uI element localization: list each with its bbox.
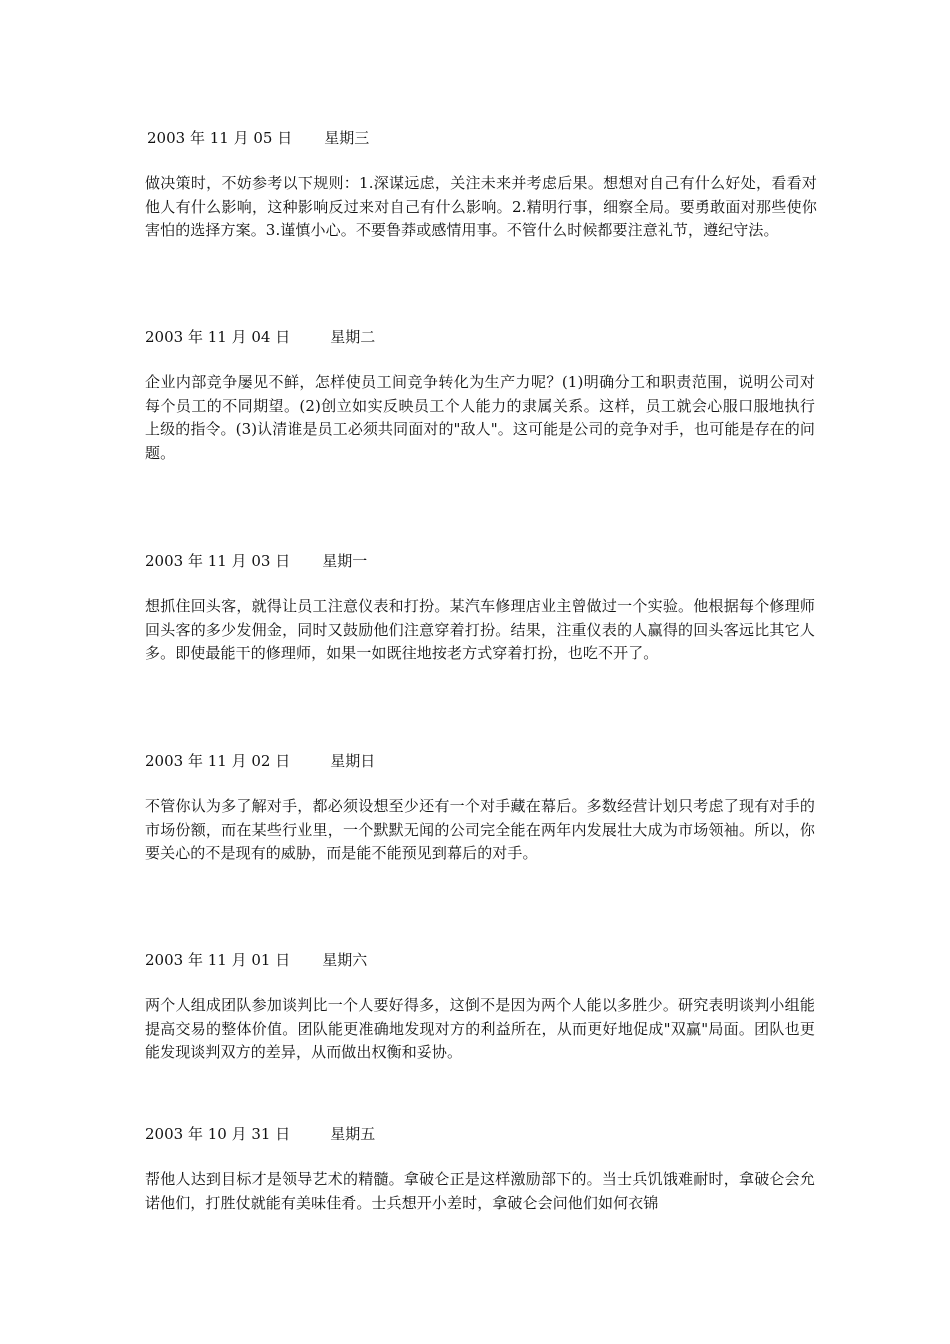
entry-weekday: 星期五 [330, 1125, 376, 1143]
entry-date-line [145, 751, 815, 771]
entry-text: 帮他人达到目标才是领导艺术的精髓。拿破仑正是这样激励部下的。当士兵饥饿难耐时，拿破仑会允诺他们，打胜仗就能有美味佳肴。士兵想开小差时，拿破仑会问他们如何衣锦 [145, 1170, 815, 1212]
entry-date-line [145, 327, 815, 347]
entry-weekday: 星期一 [322, 552, 368, 570]
entry-date-line [145, 1124, 815, 1144]
entry-text: 做决策时，不妨参考以下规则：1.深谋远虑，关注未来并考虑后果。想想对自己有什么好处，看看对他人有什么影响，这种影响反过来对自己有什么影响。2.精明行事，细察全局。要勇敢面对那些使你害怕的选择方案。3.谨慎小心。不要鲁莽或感情用事。不管什么时候都要注意礼节，遵纪守法。 [145, 174, 817, 239]
entry-date-line [145, 551, 815, 571]
entry-date-line [147, 128, 817, 148]
entry-weekday: 星期六 [322, 951, 368, 969]
entry-weekday: 星期三 [324, 129, 370, 147]
entry-text: 不管你认为多了解对手，都必须设想至少还有一个对手藏在幕后。多数经营计划只考虑了现有对手的市场份额，而在某些行业里，一个默默无闻的公司完全能在两年内发展壮大成为市场领袖。所以，你要关心的不是现有的威胁，而是能不能预见到幕后的对手。 [145, 797, 815, 862]
entry-date: 2003 年 11 月 04 日 [145, 328, 291, 346]
entry-date: 2003 年 10 月 31 日 [145, 1125, 291, 1143]
diary-entry [145, 1124, 815, 1215]
entry-date: 2003 年 11 月 03 日 [145, 552, 291, 570]
entry-text: 两个人组成团队参加谈判比一个人要好得多，这倒不是因为两个人能以多胜少。研究表明谈判小组能提高交易的整体价值。团队能更准确地发现对方的利益所在，从而更好地促成"双赢"局面。团队也更能发现谈判双方的差异，从而做出权衡和妥协。 [145, 996, 815, 1061]
diary-entry [147, 128, 817, 243]
entry-weekday: 星期二 [330, 328, 376, 346]
entry-date-line [145, 950, 815, 970]
entry-weekday: 星期日 [330, 752, 376, 770]
entry-date: 2003 年 11 月 02 日 [145, 752, 291, 770]
entry-text: 企业内部竞争屡见不鲜，怎样使员工间竞争转化为生产力呢？(1)明确分工和职责范围，说明公司对每个员工的不同期望。(2)创立如实反映员工个人能力的隶属关系。这样，员工就会心服口服地执行上级的指令。(3)认清谁是员工必须共同面对的"敌人"。这可能是公司的竞争对手，也可能是存在的问题。 [145, 373, 815, 462]
entry-date: 2003 年 11 月 05 日 [147, 129, 293, 147]
diary-entry [145, 551, 815, 666]
entry-text: 想抓住回头客，就得让员工注意仪表和打扮。某汽车修理店业主曾做过一个实验。他根据每个修理师回头客的多少发佣金，同时又鼓励他们注意穿着打扮。结果，注重仪表的人赢得的回头客远比其它人多。即使最能干的修理师，如果一如既往地按老方式穿着打扮，也吃不开了。 [145, 597, 815, 662]
diary-entry [145, 751, 815, 866]
entry-date: 2003 年 11 月 01 日 [145, 951, 291, 969]
diary-entry [145, 327, 815, 465]
diary-entry [145, 950, 815, 1065]
